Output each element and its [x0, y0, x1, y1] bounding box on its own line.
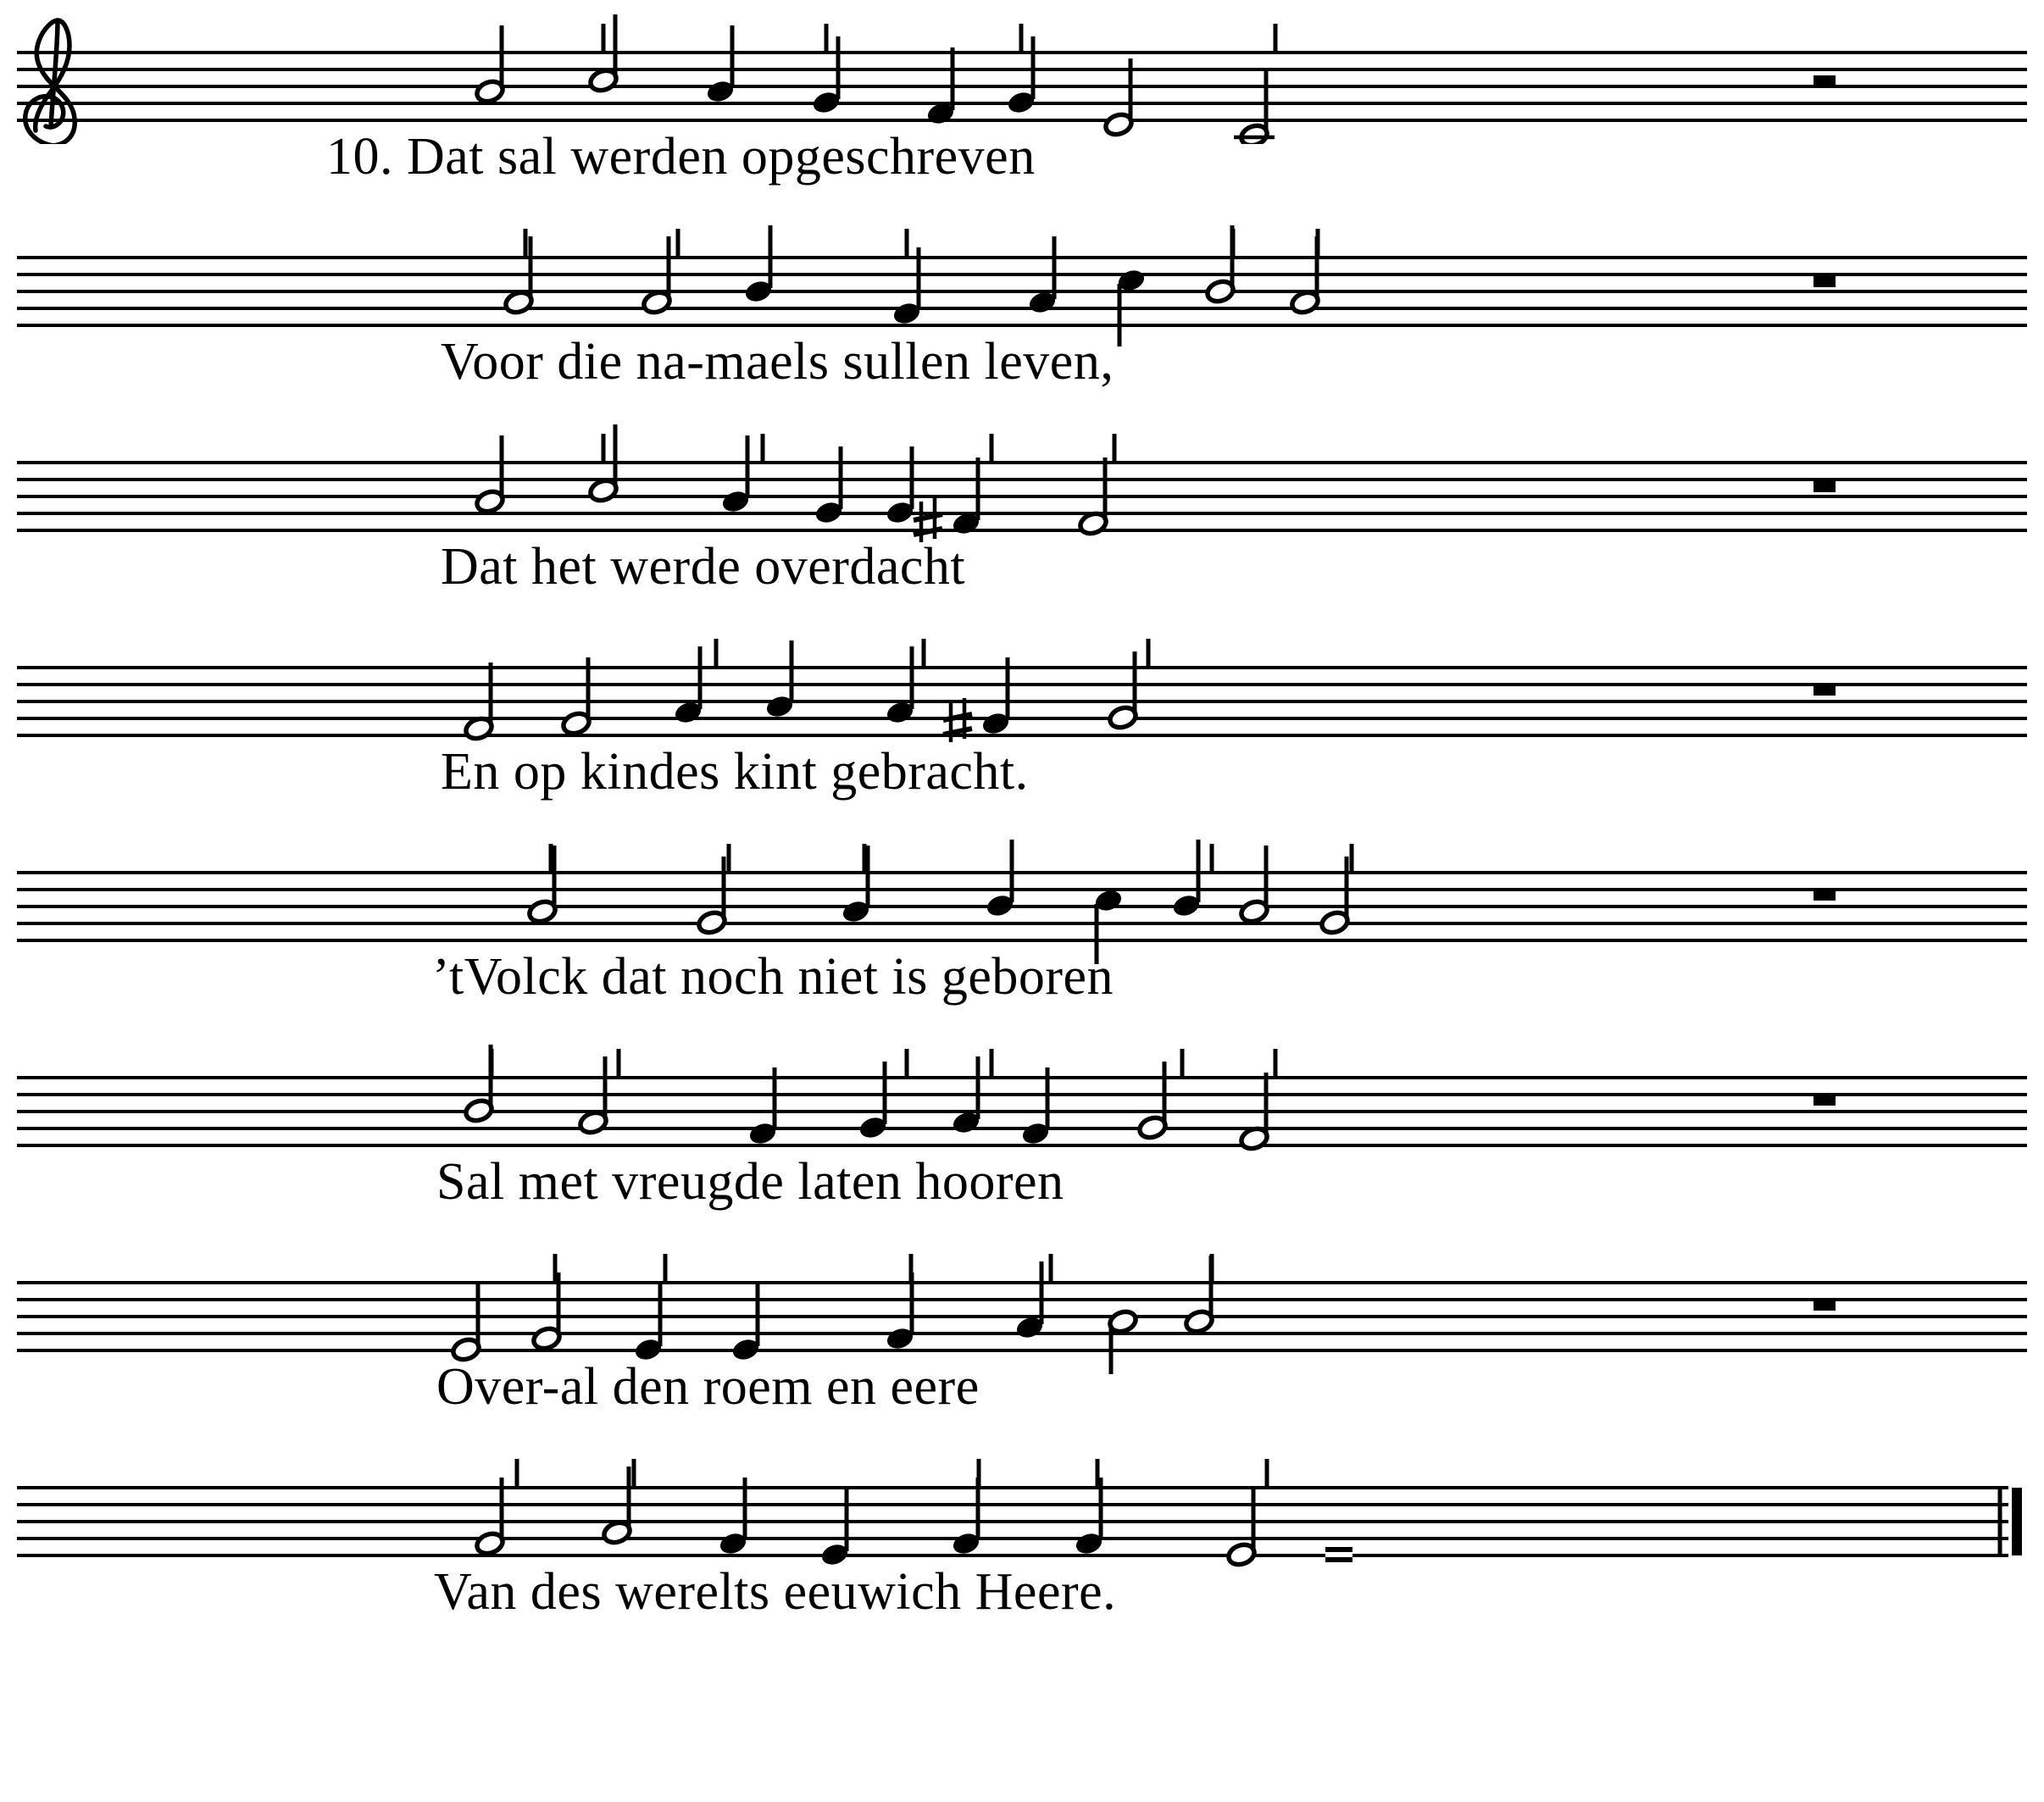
lyric-line: Voor die na-maels sullen leven,: [441, 333, 1114, 391]
system-5: [0, 820, 2044, 1025]
note-quarter: [819, 1489, 851, 1568]
note-half: [1319, 857, 1351, 936]
system-3: [0, 410, 2044, 615]
lyric-line: Sal met vreugde laten hooren: [436, 1153, 1064, 1211]
lyric-row: [0, 1357, 2044, 1435]
rest-symbol: [1813, 75, 1836, 86]
lyric-line: ’tVolck dat noch niet is geboren: [432, 948, 1114, 1006]
note-half: [561, 657, 592, 737]
staff-system: [0, 615, 2044, 742]
note-breve: [1325, 1547, 1352, 1562]
note-half: [475, 25, 506, 105]
note-half: [464, 1045, 495, 1124]
note-half: [531, 1272, 563, 1352]
note-half: [1108, 651, 1139, 731]
staff-6: [0, 1025, 2044, 1169]
staff-4: [0, 615, 2044, 759]
staff-8: [0, 1435, 2044, 1579]
note-half: [475, 1478, 506, 1557]
lyric-row: [0, 127, 2044, 205]
staff-system: [0, 0, 2044, 127]
rest-symbol: [1813, 1095, 1836, 1106]
lyric-line: Dat het werde overdacht: [441, 538, 966, 596]
note-quarter: [720, 435, 752, 515]
note-half: [1226, 1489, 1258, 1568]
note-quarter: [858, 1062, 889, 1141]
note-half: [1205, 225, 1236, 305]
lyric-line: Van des werelts eeuwich Heere.: [434, 1563, 1117, 1621]
note-quarter: [764, 640, 796, 720]
staff-system: [0, 820, 2044, 947]
note-quarter: [705, 25, 736, 105]
staff-system: [0, 205, 2044, 332]
lyric-row: [0, 537, 2044, 615]
rest-symbol: [1813, 685, 1836, 696]
lyric-row: [0, 1152, 2044, 1230]
system-7: [0, 1230, 2044, 1435]
note-quarter: [730, 1284, 762, 1363]
rest-symbol: [1813, 481, 1836, 492]
note-quarter: [985, 840, 1016, 919]
note-half: [1137, 1062, 1169, 1141]
system-4: [0, 615, 2044, 820]
staff-7: [0, 1230, 2044, 1374]
rest-symbol: [1813, 1300, 1836, 1311]
note-quarter: [718, 1478, 749, 1557]
staff-1: [0, 0, 2044, 144]
note-half: [1239, 846, 1270, 925]
lyric-row: [0, 947, 2044, 1025]
system-8: [0, 1435, 2044, 1640]
note-quarter: [891, 247, 923, 327]
note-quarter: [633, 1284, 664, 1363]
note-quarter: [951, 1478, 982, 1557]
staff-3: [0, 410, 2044, 554]
note-quarter: [814, 446, 845, 526]
note-quarter: [1074, 1478, 1105, 1557]
system-6: [0, 1025, 2044, 1230]
staff-system: [0, 1435, 2044, 1562]
rest-symbol: [1813, 276, 1836, 287]
note-quarter: [747, 1067, 779, 1147]
note-quarter: [743, 225, 775, 305]
note-half: [527, 846, 558, 925]
note-quarter: [1171, 840, 1203, 919]
staff-5: [0, 820, 2044, 964]
staff-system: [0, 1025, 2044, 1152]
staff-system: [0, 410, 2044, 537]
note-half: [1184, 1256, 1215, 1335]
staff-system: [0, 1230, 2044, 1357]
note-quarter: [885, 446, 916, 526]
system-1: [0, 0, 2044, 205]
note-half: [475, 435, 506, 515]
system-2: [0, 205, 2044, 410]
note-quarter: [841, 846, 872, 925]
lyric-line: En op kindes kint gebracht.: [441, 743, 1029, 801]
lyric-line: 10. Dat sal werden opgeschreven: [326, 128, 1036, 186]
lyric-row: [0, 332, 2044, 410]
note-quarter: [885, 1272, 916, 1352]
lyric-row: [0, 742, 2044, 820]
note-half: [697, 857, 728, 936]
staff-2: [0, 205, 2044, 349]
lyric-line: Over-al den roem en eere: [436, 1358, 980, 1416]
note-quarter: [1020, 1067, 1052, 1147]
lyric-row: [0, 1562, 2044, 1640]
rest-symbol: [1813, 890, 1836, 901]
note-half: [451, 1284, 482, 1363]
sharp-accidental-icon: [914, 498, 942, 542]
treble-clef-icon: [25, 20, 75, 144]
